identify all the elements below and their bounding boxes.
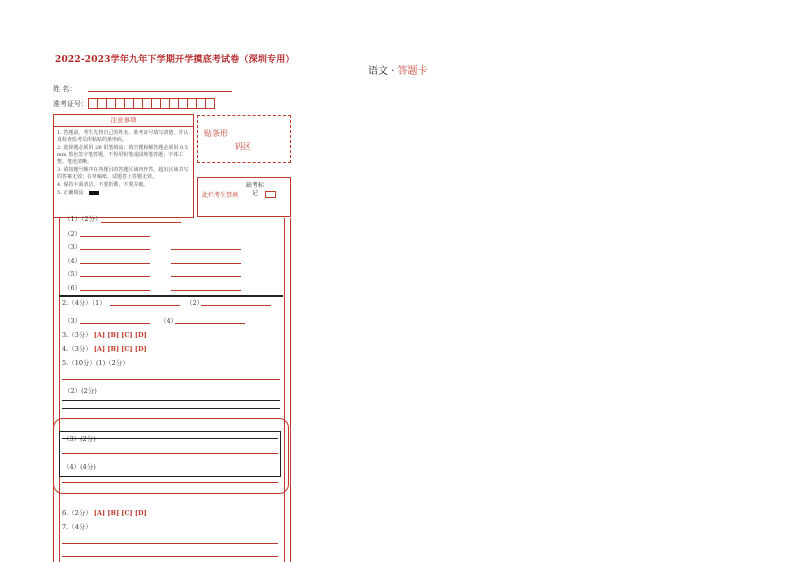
q6-label <box>62 508 147 517</box>
answer-line[interactable] <box>62 482 278 483</box>
answer-line[interactable] <box>80 323 150 324</box>
q3-label <box>62 330 147 339</box>
q2-part3: （3） <box>64 317 82 325</box>
exam-title: 2022-2023学年九年下学期开学摸底考试卷（深圳专用） <box>55 55 295 65</box>
answer-line[interactable] <box>110 305 180 306</box>
barcode-label-2: 码区 <box>235 142 251 151</box>
answer-line[interactable] <box>175 323 245 324</box>
answer-line[interactable] <box>62 453 278 454</box>
exam-id-label: 准考证号： <box>53 100 88 108</box>
q1-row: （5） <box>64 270 82 278</box>
q2-label: 2.（4分）（1） <box>62 299 106 307</box>
filled-mark-icon <box>89 191 99 195</box>
q6-number: 6.（2分） <box>62 509 92 517</box>
exam-id-boxes[interactable] <box>89 98 215 109</box>
notice-heading: 注意事项 <box>54 115 193 127</box>
notice-item: 4. 保持卡面清洁，不要折叠、不要弄破。 <box>57 182 149 188</box>
q2-part2: （2） <box>186 299 204 307</box>
q1-row: （2） <box>64 230 82 238</box>
answer-line[interactable] <box>62 543 278 544</box>
subtitle-accent: 答题卡 <box>397 66 428 77</box>
answer-line[interactable] <box>80 236 150 237</box>
answer-sheet-subtitle <box>368 62 428 77</box>
q4-options[interactable]: [A] [B] [C] [D] <box>93 345 147 353</box>
q5-part4: （4）(4分) <box>63 463 96 471</box>
answer-line[interactable] <box>171 290 241 291</box>
answer-line[interactable] <box>80 290 150 291</box>
exam-id-digit-box[interactable] <box>205 98 215 109</box>
q3-number: 3.（3分） <box>62 331 92 339</box>
q6-options[interactable]: [A] [B] [C] [D] <box>93 509 147 517</box>
q1-row: （6） <box>64 284 82 292</box>
notice-panel <box>53 114 194 218</box>
answer-line[interactable] <box>62 556 278 557</box>
answer-line[interactable] <box>201 305 271 306</box>
answer-line[interactable] <box>171 249 241 250</box>
q7-label: 7.（4分） <box>62 523 92 531</box>
absent-label: 缺考标记 <box>245 182 264 197</box>
notice-item: 1. 答题前，考生先将自己的姓名、准考证号填写清楚，并认真检查监考员所粘贴的条形码。 <box>57 130 189 143</box>
section-divider <box>59 295 283 297</box>
notice-item-text: 5. 正确填涂 <box>57 190 84 196</box>
q2-part4: （4） <box>160 317 178 325</box>
barcode-area <box>197 115 291 163</box>
answer-line[interactable] <box>62 438 278 439</box>
name-label: 姓 名： <box>53 85 77 93</box>
q4-label <box>62 344 147 353</box>
q3-options[interactable]: [A] [B] [C] [D] <box>93 331 147 339</box>
answer-line[interactable] <box>62 379 280 380</box>
barcode-label-1: 贴条形 <box>204 129 228 138</box>
absent-instruction: 此栏考生禁填 <box>202 192 239 199</box>
subtitle-subject: 语文 · <box>368 66 398 77</box>
notice-item: 2. 选择题必须用 2B 铅笔填涂；填空题和解答题必须用 0.5 mm 黑色签字笔答题，不得用铅笔或圆珠笔答题；字体工整、笔迹清晰。 <box>57 145 188 165</box>
notice-item: 3. 请按题号顺序在各题目的答题区域内作答，超出区域书写的答案无效；在草稿纸、试题卷上答题无效。 <box>57 167 189 180</box>
absent-checkbox[interactable] <box>265 191 276 198</box>
answer-line[interactable] <box>171 263 241 264</box>
q4-number: 4.（3分） <box>62 345 92 353</box>
answer-line[interactable] <box>80 263 150 264</box>
name-field[interactable] <box>88 91 232 92</box>
q1-row: （1）（2分） <box>64 215 102 223</box>
answer-line[interactable] <box>171 276 241 277</box>
q5-part3: （3）(2分) <box>63 435 96 443</box>
q1-row: （4） <box>64 257 82 265</box>
answer-line[interactable] <box>62 408 280 409</box>
absent-mark-box <box>197 177 291 217</box>
q5-part2: （2）(2分) <box>64 387 97 395</box>
notice-item-fill-example <box>57 190 192 197</box>
answer-line[interactable] <box>62 400 280 401</box>
q1-row: （3） <box>64 243 82 251</box>
q5-label: 5.（10分）(1)（2分） <box>62 359 129 367</box>
answer-line[interactable] <box>80 276 150 277</box>
notice-list <box>57 130 192 198</box>
answer-line[interactable] <box>80 249 150 250</box>
answer-line[interactable] <box>101 222 181 223</box>
